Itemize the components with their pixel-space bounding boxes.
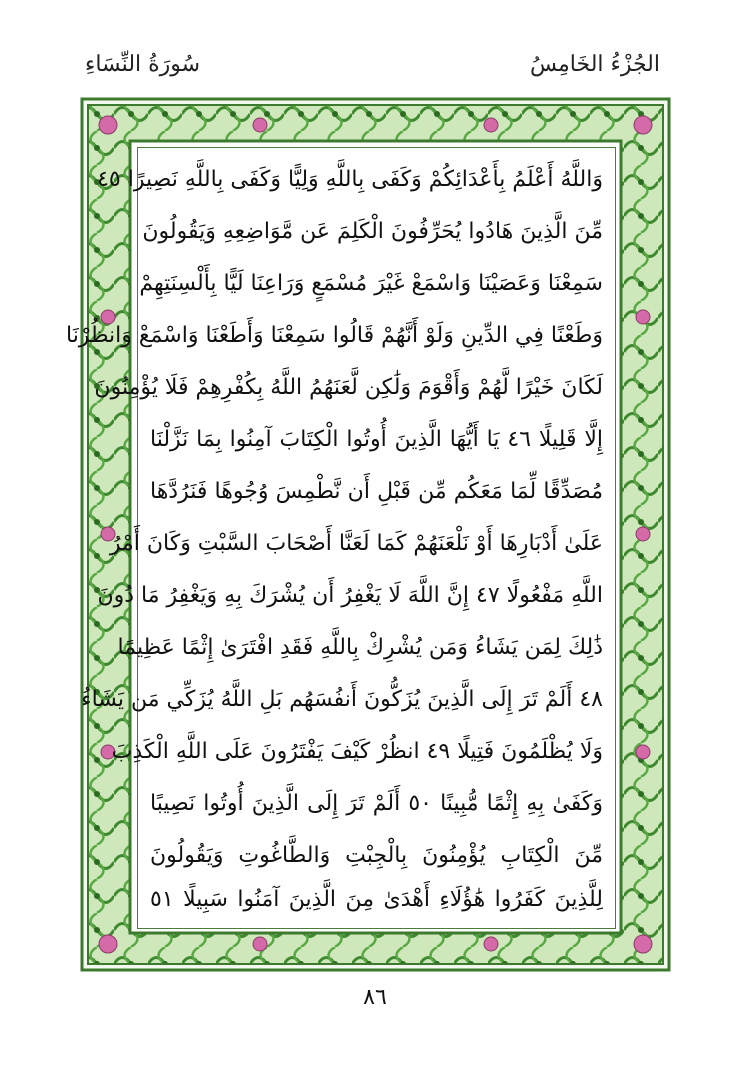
verse-line: مُصَدِّقًا لِّمَا مَعَكُم مِّن قَبْلِ أَن نَّطْمِسَ وُجُوهًا فَنَرُدَّهَا xyxy=(150,479,603,504)
ornamental-frame xyxy=(65,97,671,972)
verse-line: لِلَّذِينَ كَفَرُوا هَٰؤُلَاءِ أَهْدَىٰ مِنَ الَّذِينَ آمَنُوا سَبِيلًا ٥١ xyxy=(150,887,603,912)
verse-line: وَلَا يُظْلَمُونَ فَتِيلًا ٤٩ انظُرْ كَيْفَ يَفْتَرُونَ عَلَى اللَّهِ الْكَذِبَ xyxy=(111,739,603,764)
verse-text-panel xyxy=(65,147,616,929)
verse-line: عَلَىٰ أَدْبَارِهَا أَوْ نَلْعَنَهُمْ كَمَا لَعَنَّا أَصْحَابَ السَّبْتِ وَكَانَ أَمْرُ xyxy=(109,531,603,556)
surah-title: سُورَةُ النِّسَاءِ xyxy=(85,52,201,77)
verse-line: مِّنَ الْكِتَابِ يُؤْمِنُونَ بِالْجِبْتِ وَالطَّاغُوتِ وَيَقُولُونَ xyxy=(150,843,603,868)
page-number: ٨٦ xyxy=(363,985,387,1010)
verse-line: سَمِعْنَا وَعَصَيْنَا وَاسْمَعْ غَيْرَ مُسْمَعٍ وَرَاعِنَا لَيًّا بِأَلْسِنَتِهِمْ xyxy=(139,271,603,296)
verse-line: اللَّهِ مَفْعُولًا ٤٧ إِنَّ اللَّهَ لَا يَغْفِرُ أَن يُشْرَكَ بِهِ وَيَغْفِرُ مَا دُونَ xyxy=(97,583,603,608)
verse-line: وَاللَّهُ أَعْلَمُ بِأَعْدَائِكُمْ وَكَفَى بِاللَّهِ وَلِيًّا وَكَفَى بِاللَّهِ نَصِيرًا ٤٥ xyxy=(97,167,603,192)
verse-line: مِّنَ الَّذِينَ هَادُوا يُحَرِّفُونَ الْكَلِمَ عَن مَّوَاضِعِهِ وَيَقُولُونَ xyxy=(142,219,603,244)
verse-line: إِلَّا قَلِيلًا ٤٦ يَا أَيُّهَا الَّذِينَ أُوتُوا الْكِتَابَ آمِنُوا بِمَا نَزَّلْنَا xyxy=(150,427,603,452)
verse-line: ٤٨ أَلَمْ تَرَ إِلَى الَّذِينَ يُزَكُّونَ أَنفُسَهُم بَلِ اللَّهُ يُزَكِّي مَن يَشَاءُ xyxy=(81,687,603,712)
page-header xyxy=(0,52,750,92)
verse-line: وَكَفَىٰ بِهِ إِثْمًا مُّبِينًا ٥٠ أَلَمْ تَرَ إِلَى الَّذِينَ أُوتُوا نَصِيبًا xyxy=(150,791,603,816)
verse-line: لَكَانَ خَيْرًا لَّهُمْ وَأَقْوَمَ وَلَٰكِن لَّعَنَهُمُ اللَّهُ بِكُفْرِهِمْ فَلَا يُؤْمِنُونَ xyxy=(94,375,603,400)
verse-line: وَطَعْنًا فِي الدِّينِ وَلَوْ أَنَّهُمْ قَالُوا سَمِعْنَا وَأَطَعْنَا وَاسْمَعْ وَانظُرْنَا xyxy=(65,323,603,348)
verse-line: ذَٰلِكَ لِمَن يَشَاءُ وَمَن يُشْرِكْ بِاللَّهِ فَقَدِ افْتَرَىٰ إِثْمًا عَظِيمًا xyxy=(117,635,603,660)
juz-title: الجُزْءُ الخَامِسُ xyxy=(529,52,660,77)
